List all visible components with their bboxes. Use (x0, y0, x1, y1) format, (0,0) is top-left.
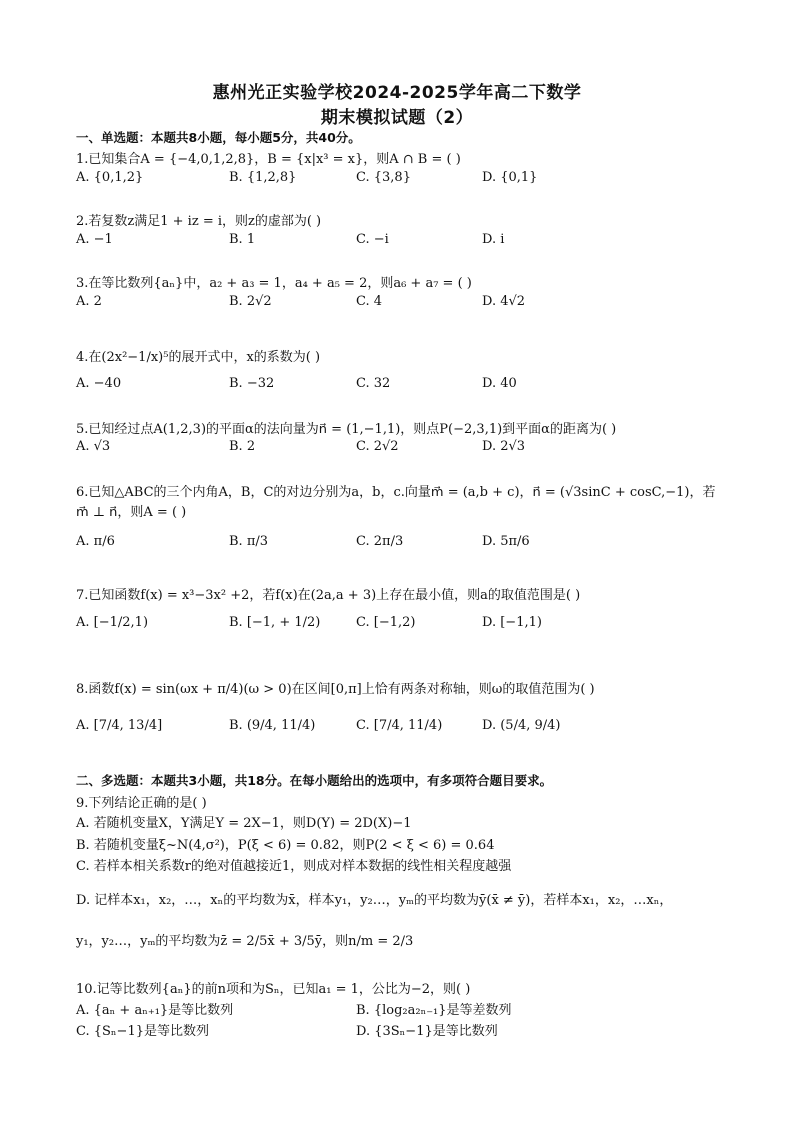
option-a: A. √3 (76, 439, 111, 454)
option-a: A. {aₙ + aₙ₊₁}是等比数列 (76, 1003, 234, 1018)
option-c: C. [−1,2) (356, 615, 416, 630)
option-b: B. π/3 (229, 534, 269, 549)
option-c: C. {3,8} (356, 170, 411, 185)
question-4-stem: 4.在(2x²−1/x)⁵的展开式中，x的系数为( ) (76, 350, 321, 365)
option-a: A. [−1/2,1) (76, 615, 149, 630)
option-d: D. {3Sₙ−1}是等比数列 (356, 1024, 498, 1039)
exam-title-line2: 期末模拟试题（2） (320, 108, 474, 128)
question-2-options (76, 232, 736, 250)
question-7-options (76, 615, 736, 633)
option-d: D. [−1,1) (482, 615, 542, 630)
question-9-option-b: B. 若随机变量ξ~N(4,σ²)，P(ξ < 6) = 0.82，则P(2 < ξ < 6) = 0.64 (76, 838, 495, 853)
question-5-options (76, 439, 736, 457)
question-5-stem: 5.已知经过点A(1,2,3)的平面α的法向量为n⃗ = (1,−1,1)，则点P(−2,3,1)到平面α的距离为( ) (76, 422, 617, 437)
question-2-stem: 2.若复数z满足1 + iz = i，则z的虚部为( ) (76, 214, 322, 229)
question-9-option-c: C. 若样本相关系数r的绝对值越接近1，则成对样本数据的线性相关程度越强 (76, 859, 512, 874)
option-c: C. [7/4, 11/4) (356, 718, 443, 733)
option-a: A. −40 (76, 376, 122, 391)
option-b: B. (9/4, 11/4) (229, 718, 316, 733)
option-b: B. 2√2 (229, 294, 272, 309)
option-c: C. 32 (356, 376, 391, 391)
option-d: D. (5/4, 9/4) (482, 718, 561, 733)
question-6-stem-continued: m⃗ ⊥ n⃗，则A = ( ) (76, 505, 187, 520)
question-3-options (76, 294, 736, 312)
question-9-option-a: A. 若随机变量X，Y满足Y = 2X−1，则D(Y) = 2D(X)−1 (76, 816, 412, 831)
option-a: A. π/6 (76, 534, 115, 549)
option-b: B. 1 (229, 232, 256, 247)
question-1-options (76, 170, 736, 188)
question-8-stem: 8.函数f(x) = sin(ωx + π/4)(ω > 0)在区间[0,π]上恰有两条对称轴，则ω的取值范围为( ) (76, 682, 595, 697)
question-6-options (76, 534, 736, 552)
question-9-option-d-continued: y₁，y₂…，yₘ的平均数为z̄ = 2/5x̄ + 3/5ȳ，则n/m = 2/3 (76, 934, 414, 949)
question-1-stem: 1.已知集合A = {−4,0,1,2,8}，B = {x|x³ = x}，则A ∩ B = ( ) (76, 152, 461, 167)
option-d: D. 4√2 (482, 294, 526, 309)
option-d: D. 40 (482, 376, 517, 391)
question-4-options (76, 376, 736, 394)
option-d: D. 5π/6 (482, 534, 530, 549)
question-9-option-d: D. 记样本x₁，x₂，…，xₙ的平均数为x̄，样本y₁，y₂…，yₘ的平均数为ȳ(x̄ ≠ ȳ)，若样本x₁，x₂，…xₙ， (76, 893, 673, 908)
question-7-stem: 7.已知函数f(x) = x³−3x² +2，若f(x)在(2a,a + 3)上存在最小值，则a的取值范围是( ) (76, 588, 581, 603)
question-10-options-row1 (76, 999, 736, 1017)
option-c: C. 2√2 (356, 439, 399, 454)
option-a: A. −1 (76, 232, 113, 247)
option-b: B. {1,2,8} (229, 170, 297, 185)
option-c: C. {Sₙ−1}是等比数列 (76, 1024, 209, 1039)
option-c: C. 4 (356, 294, 383, 309)
question-9-stem: 9.下列结论正确的是( ) (76, 796, 207, 811)
option-a: A. {0,1,2} (76, 170, 144, 185)
option-b: B. {log₂a₂ₙ₋₁}是等差数列 (356, 1003, 512, 1018)
exam-title-line1: 惠州光正实验学校2024-2025学年高二下数学 (212, 83, 582, 103)
option-c: C. −i (356, 232, 389, 247)
option-d: D. i (482, 232, 505, 247)
section-multiple-choice: 二、多选题：本题共3小题，共18分。在每小题给出的选项中，有多项符合题目要求。 (76, 773, 553, 788)
option-c: C. 2π/3 (356, 534, 404, 549)
question-8-options (76, 718, 736, 736)
option-a: A. 2 (76, 294, 102, 309)
question-10-stem: 10.记等比数列{aₙ}的前n项和为Sₙ，已知a₁ = 1，公比为−2，则( ) (76, 982, 471, 997)
option-b: B. [−1, + 1/2) (229, 615, 321, 630)
option-a: A. [7/4, 13/4] (76, 718, 163, 733)
option-b: B. −32 (229, 376, 275, 391)
option-d: D. 2√3 (482, 439, 526, 454)
option-d: D. {0,1} (482, 170, 538, 185)
option-b: B. 2 (229, 439, 256, 454)
question-10-options-row2 (76, 1020, 736, 1038)
question-6-stem: 6.已知△ABC的三个内角A，B，C的对边分别为a，b，c.向量m⃗ = (a,b + c)，n⃗ = (√3sinC + cosC,−1)，若 (76, 485, 716, 500)
question-3-stem: 3.在等比数列{aₙ}中，a₂ + a₃ = 1，a₄ + a₅ = 2，则a₆ + a₇ = ( ) (76, 276, 472, 291)
section-single-choice: 一、单选题：本题共8小题，每小题5分，共40分。 (76, 130, 361, 145)
